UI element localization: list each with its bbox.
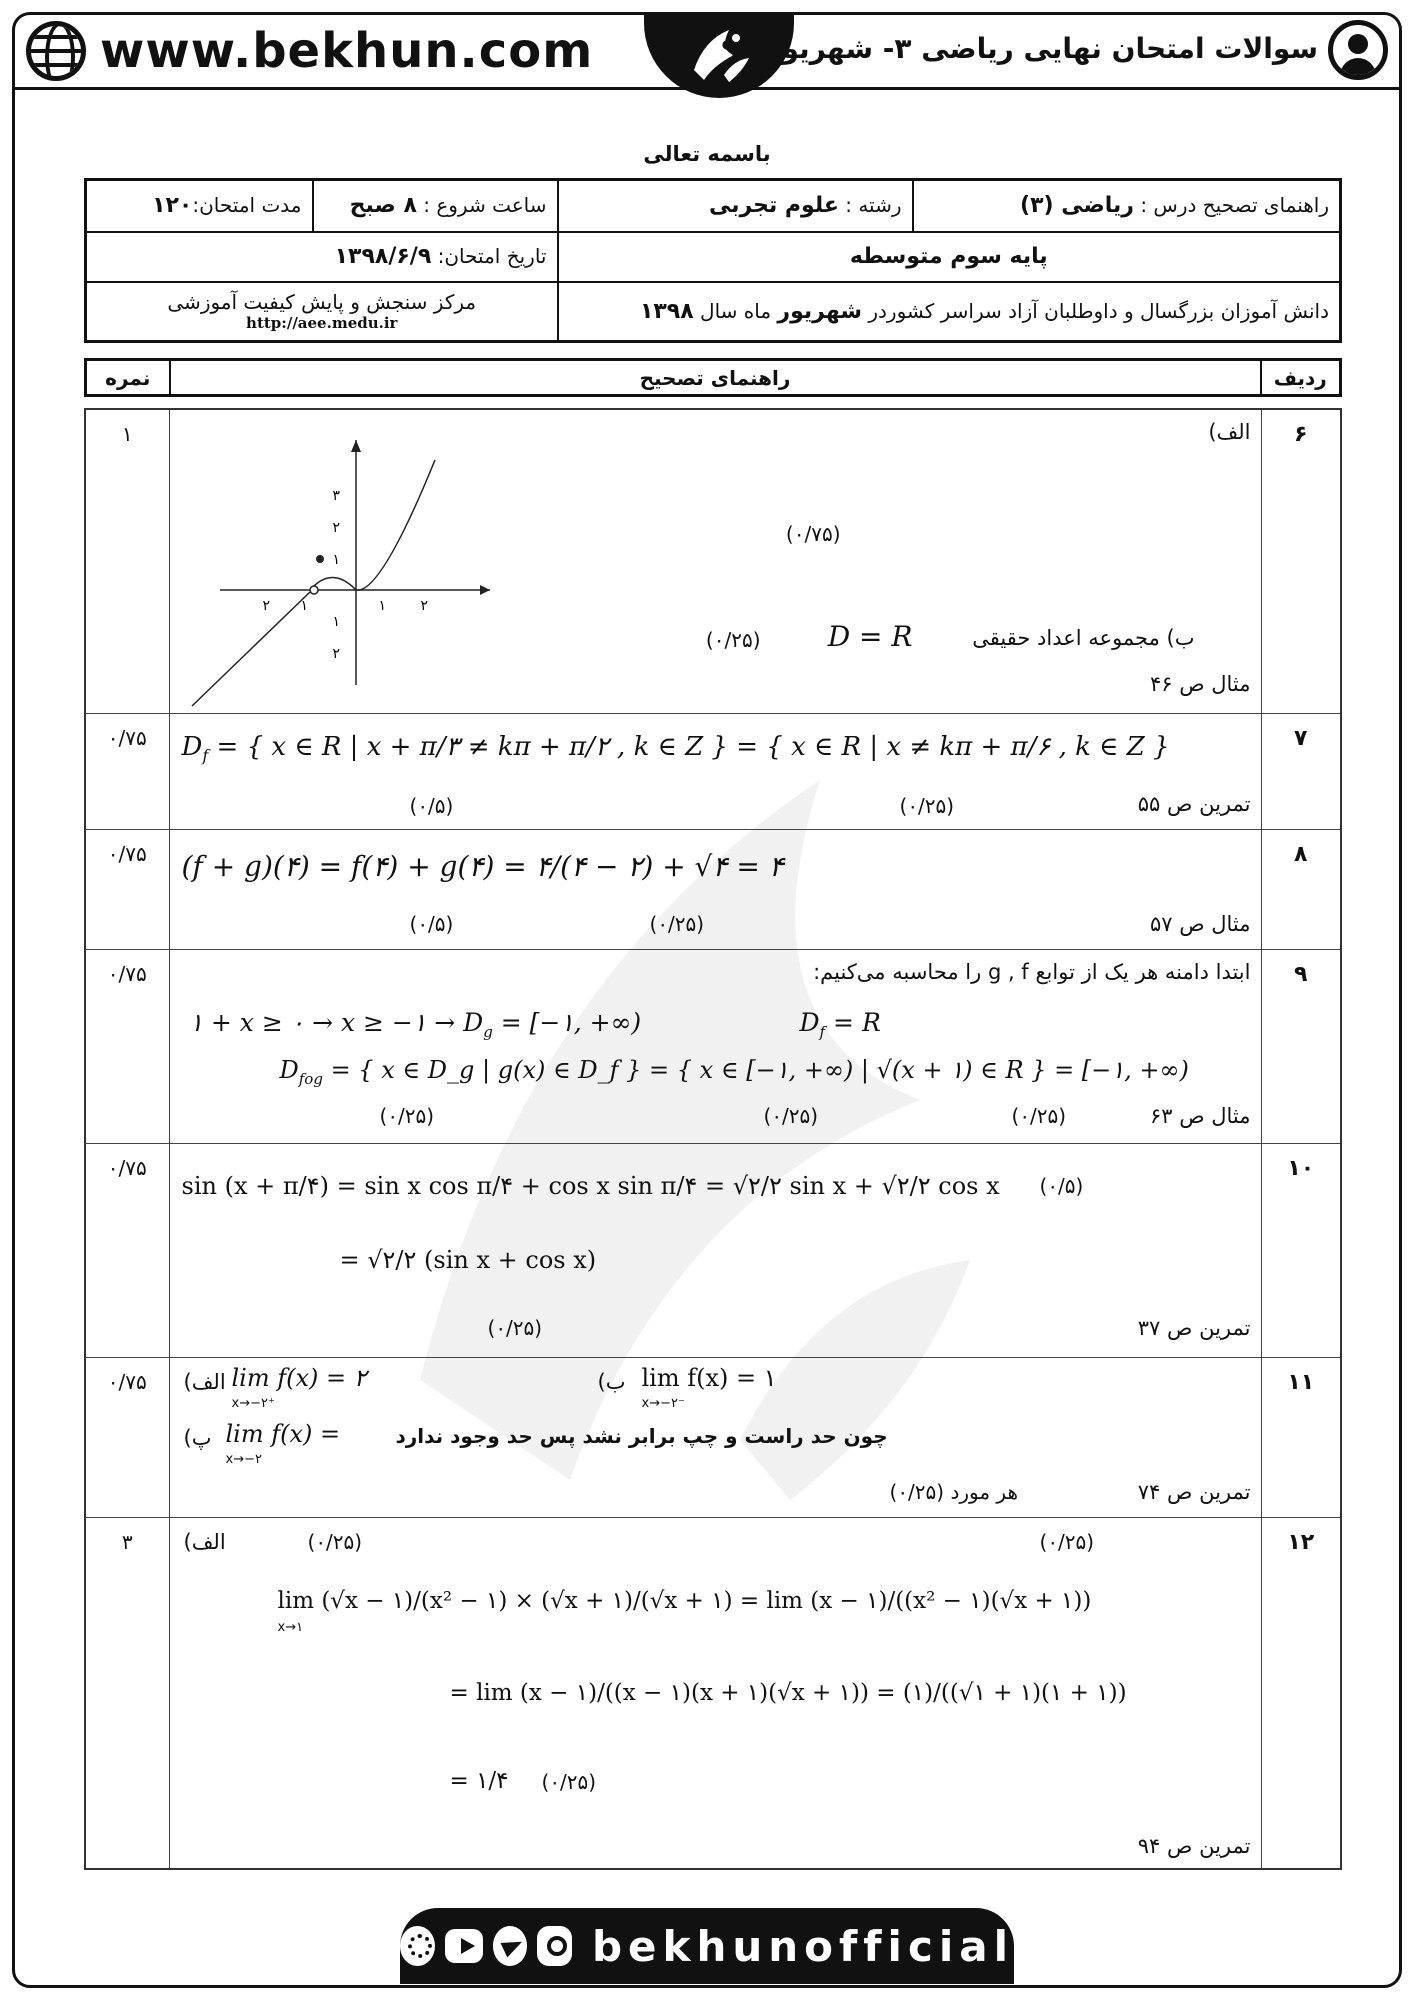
basmala: باسمه تعالی — [643, 142, 771, 166]
col-guide: راهنمای تصحیح — [170, 360, 1261, 396]
start-time-cell: ساعت شروع : ۸ صبح — [313, 180, 558, 232]
limit-left-equation: lim f(x) = ۱ — [641, 1363, 777, 1392]
part-label: پ) — [183, 1425, 212, 1450]
row-number: ۶ — [1261, 409, 1341, 713]
part-label: الف) — [183, 1369, 226, 1394]
limit-right-equation: lim f(x) = ۲ — [231, 1363, 367, 1392]
limit-equation: lim f(x) = — [225, 1419, 341, 1448]
answer-cell — [169, 829, 1261, 949]
answers-table — [84, 408, 1342, 1870]
social-footer — [400, 1908, 1014, 1984]
row-number: ۹ — [1261, 949, 1341, 1143]
user-icon[interactable] — [1328, 20, 1388, 80]
header-banner — [12, 12, 1402, 90]
reference: تمرین ص ۵۵ — [1137, 791, 1251, 816]
points: (۰/۵) — [1039, 1173, 1084, 1198]
points: (۰/۲۵) — [541, 1769, 597, 1794]
intro-text: ابتدا دامنه هر یک از توابع g , f را محاسبه می‌کنیم: — [813, 959, 1251, 984]
limit-subscript: x→−۲ — [225, 1451, 262, 1467]
answer-cell — [169, 1357, 1261, 1517]
row-score: ۰/۷۵ — [85, 1143, 169, 1357]
points: (۰/۲۵) — [1039, 1529, 1095, 1554]
row-score: ۰/۷۵ — [85, 713, 169, 829]
points: (۰/۲۵) — [1011, 1103, 1067, 1128]
table-row — [85, 1357, 1341, 1517]
answer-cell — [169, 949, 1261, 1143]
table-row — [85, 713, 1341, 829]
points: (۰/۲۵) — [307, 1529, 363, 1554]
table-row — [85, 949, 1341, 1143]
limit-conclusion: چون حد راست و چپ برابر نشد پس حد وجود ندارد — [395, 1423, 888, 1448]
students-cell: دانش آموزان بزرگسال و داوطلبان آزاد سراسر کشوردر شهریور ماه سال ۱۳۹۸ — [558, 282, 1341, 342]
answers-header — [84, 358, 1342, 397]
x-tick: ۲ — [419, 598, 428, 614]
row-number: ۱۲ — [1261, 1517, 1341, 1869]
limit-line-2: = lim (x − ۱)/((x − ۱)(x + ۱)(√x + ۱)) = (۱)/((√۱ + ۱)(۱ + ۱)) — [449, 1679, 1127, 1706]
answer-cell — [169, 713, 1261, 829]
reference: مثال ص ۶۳ — [1149, 1103, 1251, 1128]
row-score: ۰/۷۵ — [85, 949, 169, 1143]
function-graph — [180, 430, 500, 710]
open-point — [310, 586, 318, 594]
domain-equation: D = R — [827, 620, 913, 653]
sin-identity-equation: sin (x + π/۴) = sin x cos π/۴ + cos x sin π/۴ = √۲/۲ sin x + √۲/۲ cos x — [181, 1171, 1000, 1200]
points: (۰/۵) — [409, 911, 454, 936]
col-score: نمره — [86, 360, 170, 396]
x-tick: ۱ — [377, 598, 386, 614]
y-axis-arrow — [351, 440, 361, 452]
y-tick: ۲ — [331, 646, 340, 662]
table-row — [85, 829, 1341, 949]
closed-point — [316, 555, 324, 563]
table-row — [85, 1143, 1341, 1357]
course-cell: راهنمای تصحیح درس : ریاضی (۳) — [913, 180, 1341, 232]
reference: تمرین ص ۹۴ — [1137, 1833, 1251, 1858]
points: (۰/۲۵) — [649, 911, 705, 936]
row-number: ۱۱ — [1261, 1357, 1341, 1517]
points: (۰/۵) — [409, 793, 454, 818]
x-tick: ۱ — [299, 598, 308, 614]
social-handle[interactable]: bekhunofficial — [591, 1921, 1014, 1971]
answer-cell — [169, 1143, 1261, 1357]
center-cell: مرکز سنجش و پایش کیفیت آموزشی http://aee.medu.ir — [86, 282, 558, 342]
part-label: ب) — [597, 1369, 626, 1394]
y-tick: ۱ — [331, 552, 340, 568]
row-score: ۰/۷۵ — [85, 1357, 169, 1517]
part-label: الف) — [183, 1529, 226, 1554]
table-row — [85, 409, 1341, 713]
answer-cell — [169, 409, 1261, 713]
limit-subscript: x→−۲⁻ — [641, 1395, 685, 1411]
points: (۰/۲۵) — [899, 793, 955, 818]
instagram-icon[interactable] — [537, 1926, 572, 1966]
domain-g-equation: ۱ + x ≥ ۰ → x ≥ −۱ → $D_g$ = [−۱, +∞) — [189, 1007, 642, 1041]
row-score: ۱ — [85, 409, 169, 713]
sum-equation: (f + g)(۴) = f(۴) + g(۴) = ۴/(۴ − ۲) + √۴ = ۴ — [181, 849, 784, 883]
domain-f-equation: $D_f = R$ — [799, 1007, 881, 1041]
row-score: ۳ — [85, 1517, 169, 1869]
domain-equation: $D_f$ = { x ∈ R | x + π/۳ ≠ kπ + π/۲ , k ∈ Z } = { x ∈ R | x ≠ kπ + π/۶ , k ∈ Z } — [181, 731, 1170, 765]
reference: مثال ص ۵۷ — [1149, 911, 1251, 936]
page-title: سوالات امتحان نهایی ریاضی ۳- شهریور ۹۸ — [721, 32, 1318, 65]
row-number: ۷ — [1261, 713, 1341, 829]
field-cell: رشته : علوم تجربی — [558, 180, 913, 232]
row-number: ۸ — [1261, 829, 1341, 949]
limit-subscript: x→−۲⁺ — [231, 1395, 275, 1411]
left-branch — [192, 592, 310, 706]
points: (۰/۲۵) — [379, 1103, 435, 1128]
telegram-icon[interactable] — [493, 1926, 528, 1966]
date-cell: تاریخ امتحان: ۱۳۹۸/۶/۹ — [86, 232, 558, 282]
limit-subscript: x→۱ — [277, 1619, 304, 1635]
sin-result-equation: = √۲/۲ (sin x + cos x) — [339, 1245, 597, 1274]
points-each: هر مورد (۰/۲۵) — [889, 1479, 1018, 1504]
points: (۰/۷۵) — [785, 522, 841, 546]
site-link[interactable] — [26, 20, 593, 82]
x-axis-arrow — [480, 585, 490, 595]
grade-cell: پایه سوم متوسطه — [558, 232, 1341, 282]
x-tick: ۲ — [261, 598, 270, 614]
reference: مثال ص ۴۶ — [1149, 672, 1251, 696]
reference: تمرین ص ۳۷ — [1137, 1315, 1251, 1340]
row-number: ۱۰ — [1261, 1143, 1341, 1357]
points: (۰/۲۵) — [763, 1103, 819, 1128]
site-url[interactable]: www.bekhun.com — [100, 23, 594, 79]
duration-cell: مدت امتحان:۱۲۰ — [86, 180, 313, 232]
y-tick: ۳ — [331, 488, 340, 504]
castbox-icon[interactable] — [400, 1926, 435, 1966]
answer-cell — [169, 1517, 1261, 1869]
table-row — [85, 1517, 1341, 1869]
limit-line-1: lim (√x − ۱)/(x² − ۱) × (√x + ۱)/(√x + ۱) = lim (x − ۱)/((x² − ۱)(√x + ۱)) — [277, 1587, 1092, 1614]
part-b-label: ب) مجموعه اعداد حقیقی — [972, 626, 1195, 650]
row-score: ۰/۷۵ — [85, 829, 169, 949]
parabola-branch — [310, 460, 435, 590]
globe-icon — [26, 21, 86, 81]
domain-fog-equation: $D_{fog}$ = { x ∈ D_g | g(x) ∈ D_f } = { x ∈ [−۱, +∞) | √(x + ۱) ∈ R } = [−۱, +∞) — [279, 1055, 1189, 1088]
center-url[interactable]: http://aee.medu.ir — [246, 314, 398, 333]
limit-line-3: = ۱/۴ — [449, 1767, 509, 1794]
reference: تمرین ص ۷۴ — [1137, 1479, 1251, 1504]
youtube-icon[interactable] — [445, 1929, 483, 1963]
y-tick: ۱ — [331, 614, 340, 630]
exam-info-table — [84, 178, 1342, 343]
part-a-label: الف) — [1208, 420, 1251, 444]
points: (۰/۲۵) — [487, 1315, 543, 1340]
y-tick: ۲ — [331, 520, 340, 536]
points: (۰/۲۵) — [705, 628, 761, 652]
col-row: ردیف — [1261, 360, 1341, 396]
